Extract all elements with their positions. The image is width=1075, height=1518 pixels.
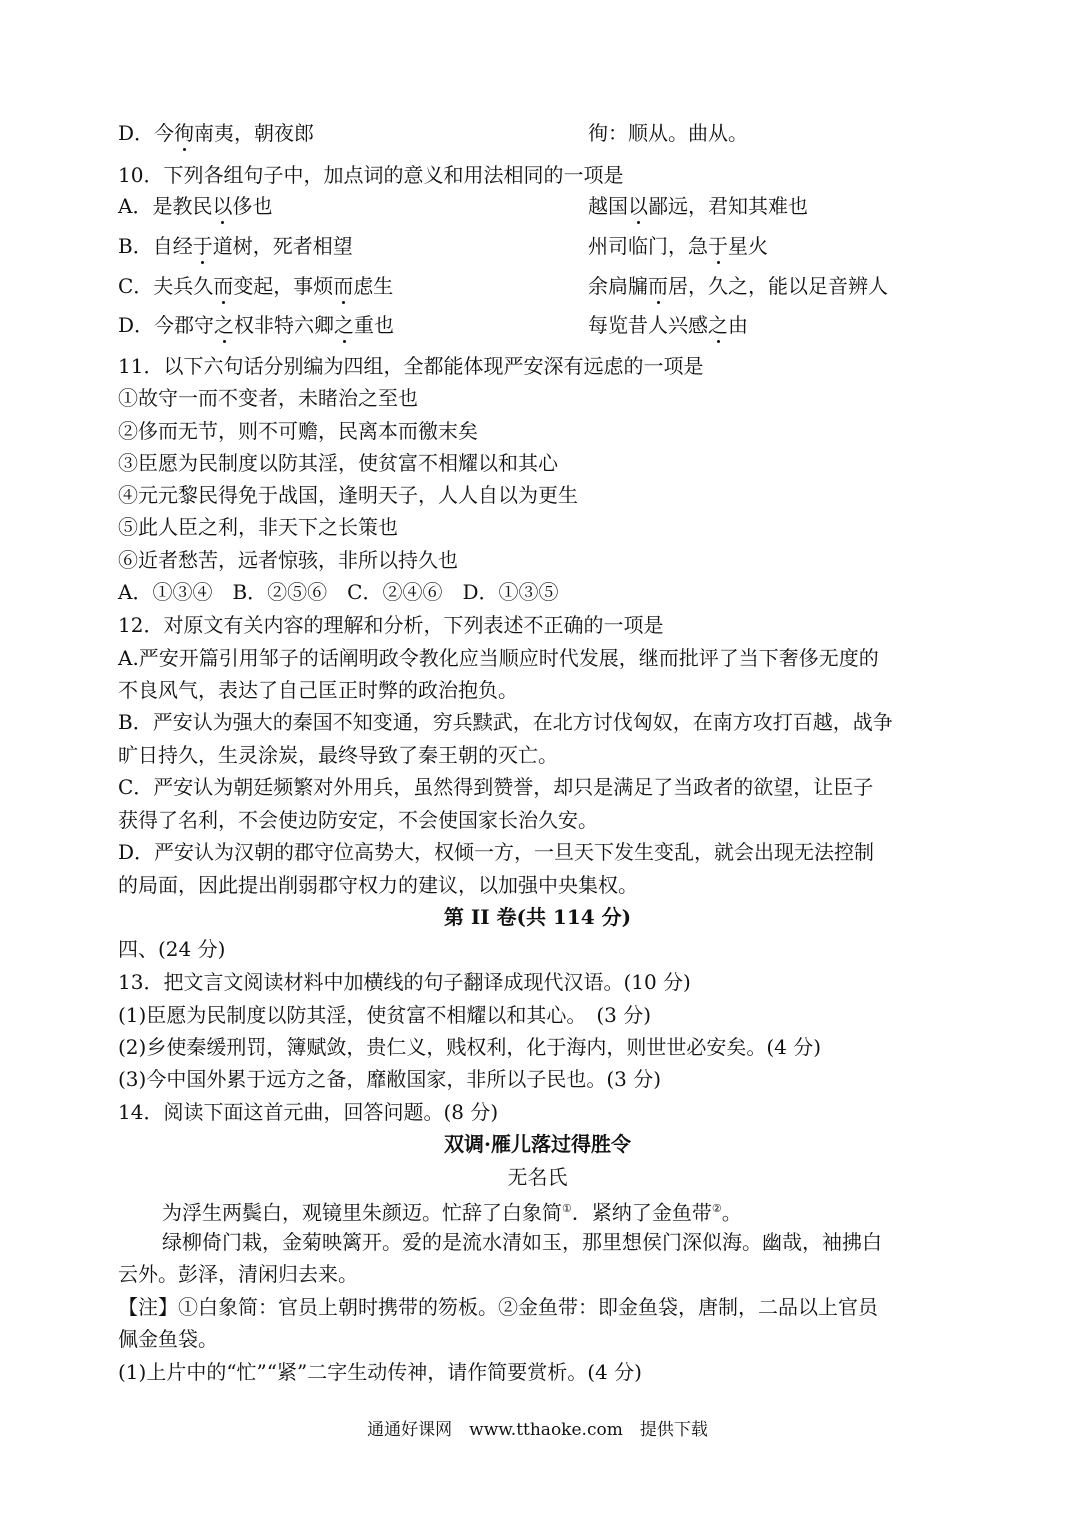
q12-option-a-line2: 不良风气，表达了自己匡正时弊的政治抱负。	[118, 678, 518, 702]
q10-d-right-1: 每览昔人兴感	[588, 313, 708, 337]
page-footer: 通通好课网 www.tthaoke.com 提供下载	[367, 1420, 708, 1440]
q10-b-left-2: 道树，死者相望	[212, 234, 353, 258]
q10-c-left-dot-2: 而	[333, 274, 354, 298]
q10-b-right-2: 星火	[728, 234, 768, 258]
q11-item: ⑥近者愁苦，远者惊骇，非所以持久也	[118, 548, 458, 572]
q10-stem: 10．下列各组句子中，加点词的意义和用法相同的一项是	[118, 163, 624, 187]
poem-stanza-1-part-2: ．紧纳了金鱼带	[571, 1200, 712, 1225]
q10-d-right-2: 由	[728, 313, 748, 337]
poem-author: 无名氏	[507, 1165, 568, 1189]
q12-stem: 12．对原文有关内容的理解和分析，下列表述不正确的一项是	[118, 613, 664, 637]
q10-b-right-1: 州司临门，急	[588, 234, 708, 258]
section-four-heading: 四、(24 分)	[118, 937, 226, 961]
q13-sentence-2: (2)乡使秦缓刑罚，簿赋敛，贵仁义，贱权利，化于海内，则世世必安矣。(4 分)	[118, 1035, 822, 1059]
q11-stem: 11．以下六句话分别编为四组，全都能体现严安深有远虑的一项是	[118, 354, 704, 378]
q14-stem: 14．阅读下面这首元曲，回答问题。(8 分)	[118, 1100, 499, 1124]
q10-option-a	[118, 191, 808, 221]
poem-stanza-2-line2: 云外。彭泽，清闲归去来。	[118, 1262, 358, 1286]
q11-item: ①故守一而不变者，未睹治之至也	[118, 386, 418, 410]
q9-d-label: D．今	[118, 121, 175, 145]
q10-option-c	[118, 271, 888, 301]
q9-d-explanation: 徇：顺从。曲从。	[588, 121, 748, 145]
q12-option-c-line1: C．严安认为朝廷频繁对外用兵，虽然得到赞誉，却只是满足了当政者的欲望，让臣子	[118, 775, 874, 799]
q9-option-d	[118, 118, 748, 148]
q10-c-right-1: 余扃牖	[588, 274, 648, 298]
poem-stanza-2-line1: 绿柳倚门栽，金菊映篱开。爱的是流水清如玉，那里想侯门深似海。幽哉，袖拂白	[162, 1230, 882, 1254]
q12-option-d-line2: 的局面，因此提出削弱郡守权力的建议，以加强中央集权。	[118, 873, 638, 897]
q10-c-left-3: 虑生	[353, 274, 394, 298]
q10-a-left-2: 侈也	[232, 194, 273, 218]
footnote-marker-1: ①	[562, 1202, 572, 1215]
q10-d-left-2: 权非特六卿	[234, 313, 335, 337]
q11-item: ⑤此人臣之利，非天下之长策也	[118, 515, 398, 539]
q10-d-left-3: 重也	[354, 313, 395, 337]
poem-title: 双调·雁儿落过得胜令	[444, 1132, 631, 1156]
q10-d-left-dot-2: 之	[334, 313, 355, 337]
q12-option-c-line2: 获得了名利，不会使边防安定，不会使国家长治久安。	[118, 808, 598, 832]
poem-stanza-1-part-3: 。	[721, 1200, 742, 1225]
poem-note-line1: 【注】①白象简：官员上朝时携带的笏板。②金鱼带：即金鱼袋，唐制，二品以上官员	[118, 1295, 878, 1319]
q14-subquestion-1: (1)上片中的“忙”“紧”二字生动传神，请作简要赏析。(4 分)	[118, 1360, 642, 1384]
poem-stanza-1	[162, 1194, 742, 1228]
q11-item: ④元元黎民得免于战国，逢明天子，人人自以为更生	[118, 483, 578, 507]
q9-d-dotted-word: 徇	[174, 121, 195, 145]
q13-stem: 13．把文言文阅读材料中加横线的句子翻译成现代汉语。(10 分)	[118, 970, 691, 994]
q13-sentence-3: (3)今中国外累于远方之备，靡敝国家，非所以子民也。(3 分)	[118, 1067, 662, 1091]
q10-d-right-dot: 之	[708, 313, 728, 337]
q10-d-left-1: D．今郡守	[118, 313, 215, 337]
q11-options: A．①③④ B．②⑤⑥ C．②④⑥ D．①③⑤	[118, 580, 559, 604]
q10-option-d	[118, 310, 748, 340]
q11-item: ③臣愿为民制度以防其淫，使贫富不相耀以和其心	[118, 451, 558, 475]
q10-c-right-dot: 而	[648, 274, 668, 298]
q10-a-left-1: A．是教民	[118, 194, 213, 218]
q10-a-right-1: 越国	[588, 194, 628, 218]
poem-note-line2: 佩金鱼袋。	[118, 1327, 218, 1351]
q10-d-left-dot: 之	[214, 313, 235, 337]
q10-b-left-1: B．自经	[118, 234, 193, 258]
q10-a-right-dot: 以	[628, 194, 648, 218]
poem-stanza-1-part-1: 为浮生两鬓白，观镜里朱颜迈。忙辞了白象简	[162, 1200, 562, 1225]
q12-option-d-line1: D．严安认为汉朝的郡守位高势大，权倾一方，一旦天下发生变乱，就会出现无法控制	[118, 840, 875, 864]
q12-option-b-line2: 旷日持久，生灵涂炭，最终导致了秦王朝的灭亡。	[118, 743, 558, 767]
part-ii-title: 第 II 卷(共 114 分)	[443, 905, 632, 929]
q10-c-right-2: 居，久之，能以足音辨人	[668, 274, 888, 298]
q10-a-left-dot: 以	[212, 194, 233, 218]
q9-d-rest: 南夷，朝夜郎	[194, 121, 315, 145]
footnote-marker-2: ②	[711, 1202, 722, 1215]
q10-option-b	[118, 231, 768, 261]
q10-a-right-2: 鄙远，君知其难也	[648, 194, 808, 218]
q10-c-left-2: 变起，事烦	[233, 274, 334, 298]
q10-b-right-dot: 于	[708, 234, 728, 258]
q13-sentence-1: (1)臣愿为民制度以防其淫，使贫富不相耀以和其心。 (3 分)	[118, 1003, 652, 1027]
q10-c-left-dot: 而	[213, 274, 234, 298]
q12-option-a-line1: A.严安开篇引用邹子的话阐明政令教化应当顺应时代发展，继而批评了当下奢侈无度的	[118, 646, 879, 670]
q12-option-b-line1: B．严安认为强大的秦国不知变通，穷兵黩武，在北方讨伐匈奴，在南方攻打百越，战争	[118, 710, 893, 734]
q10-b-left-dot: 于	[192, 234, 213, 258]
q10-c-left-1: C．夫兵久	[118, 274, 214, 298]
q11-item: ②侈而无节，则不可赡，民离本而徼末矣	[118, 419, 478, 443]
